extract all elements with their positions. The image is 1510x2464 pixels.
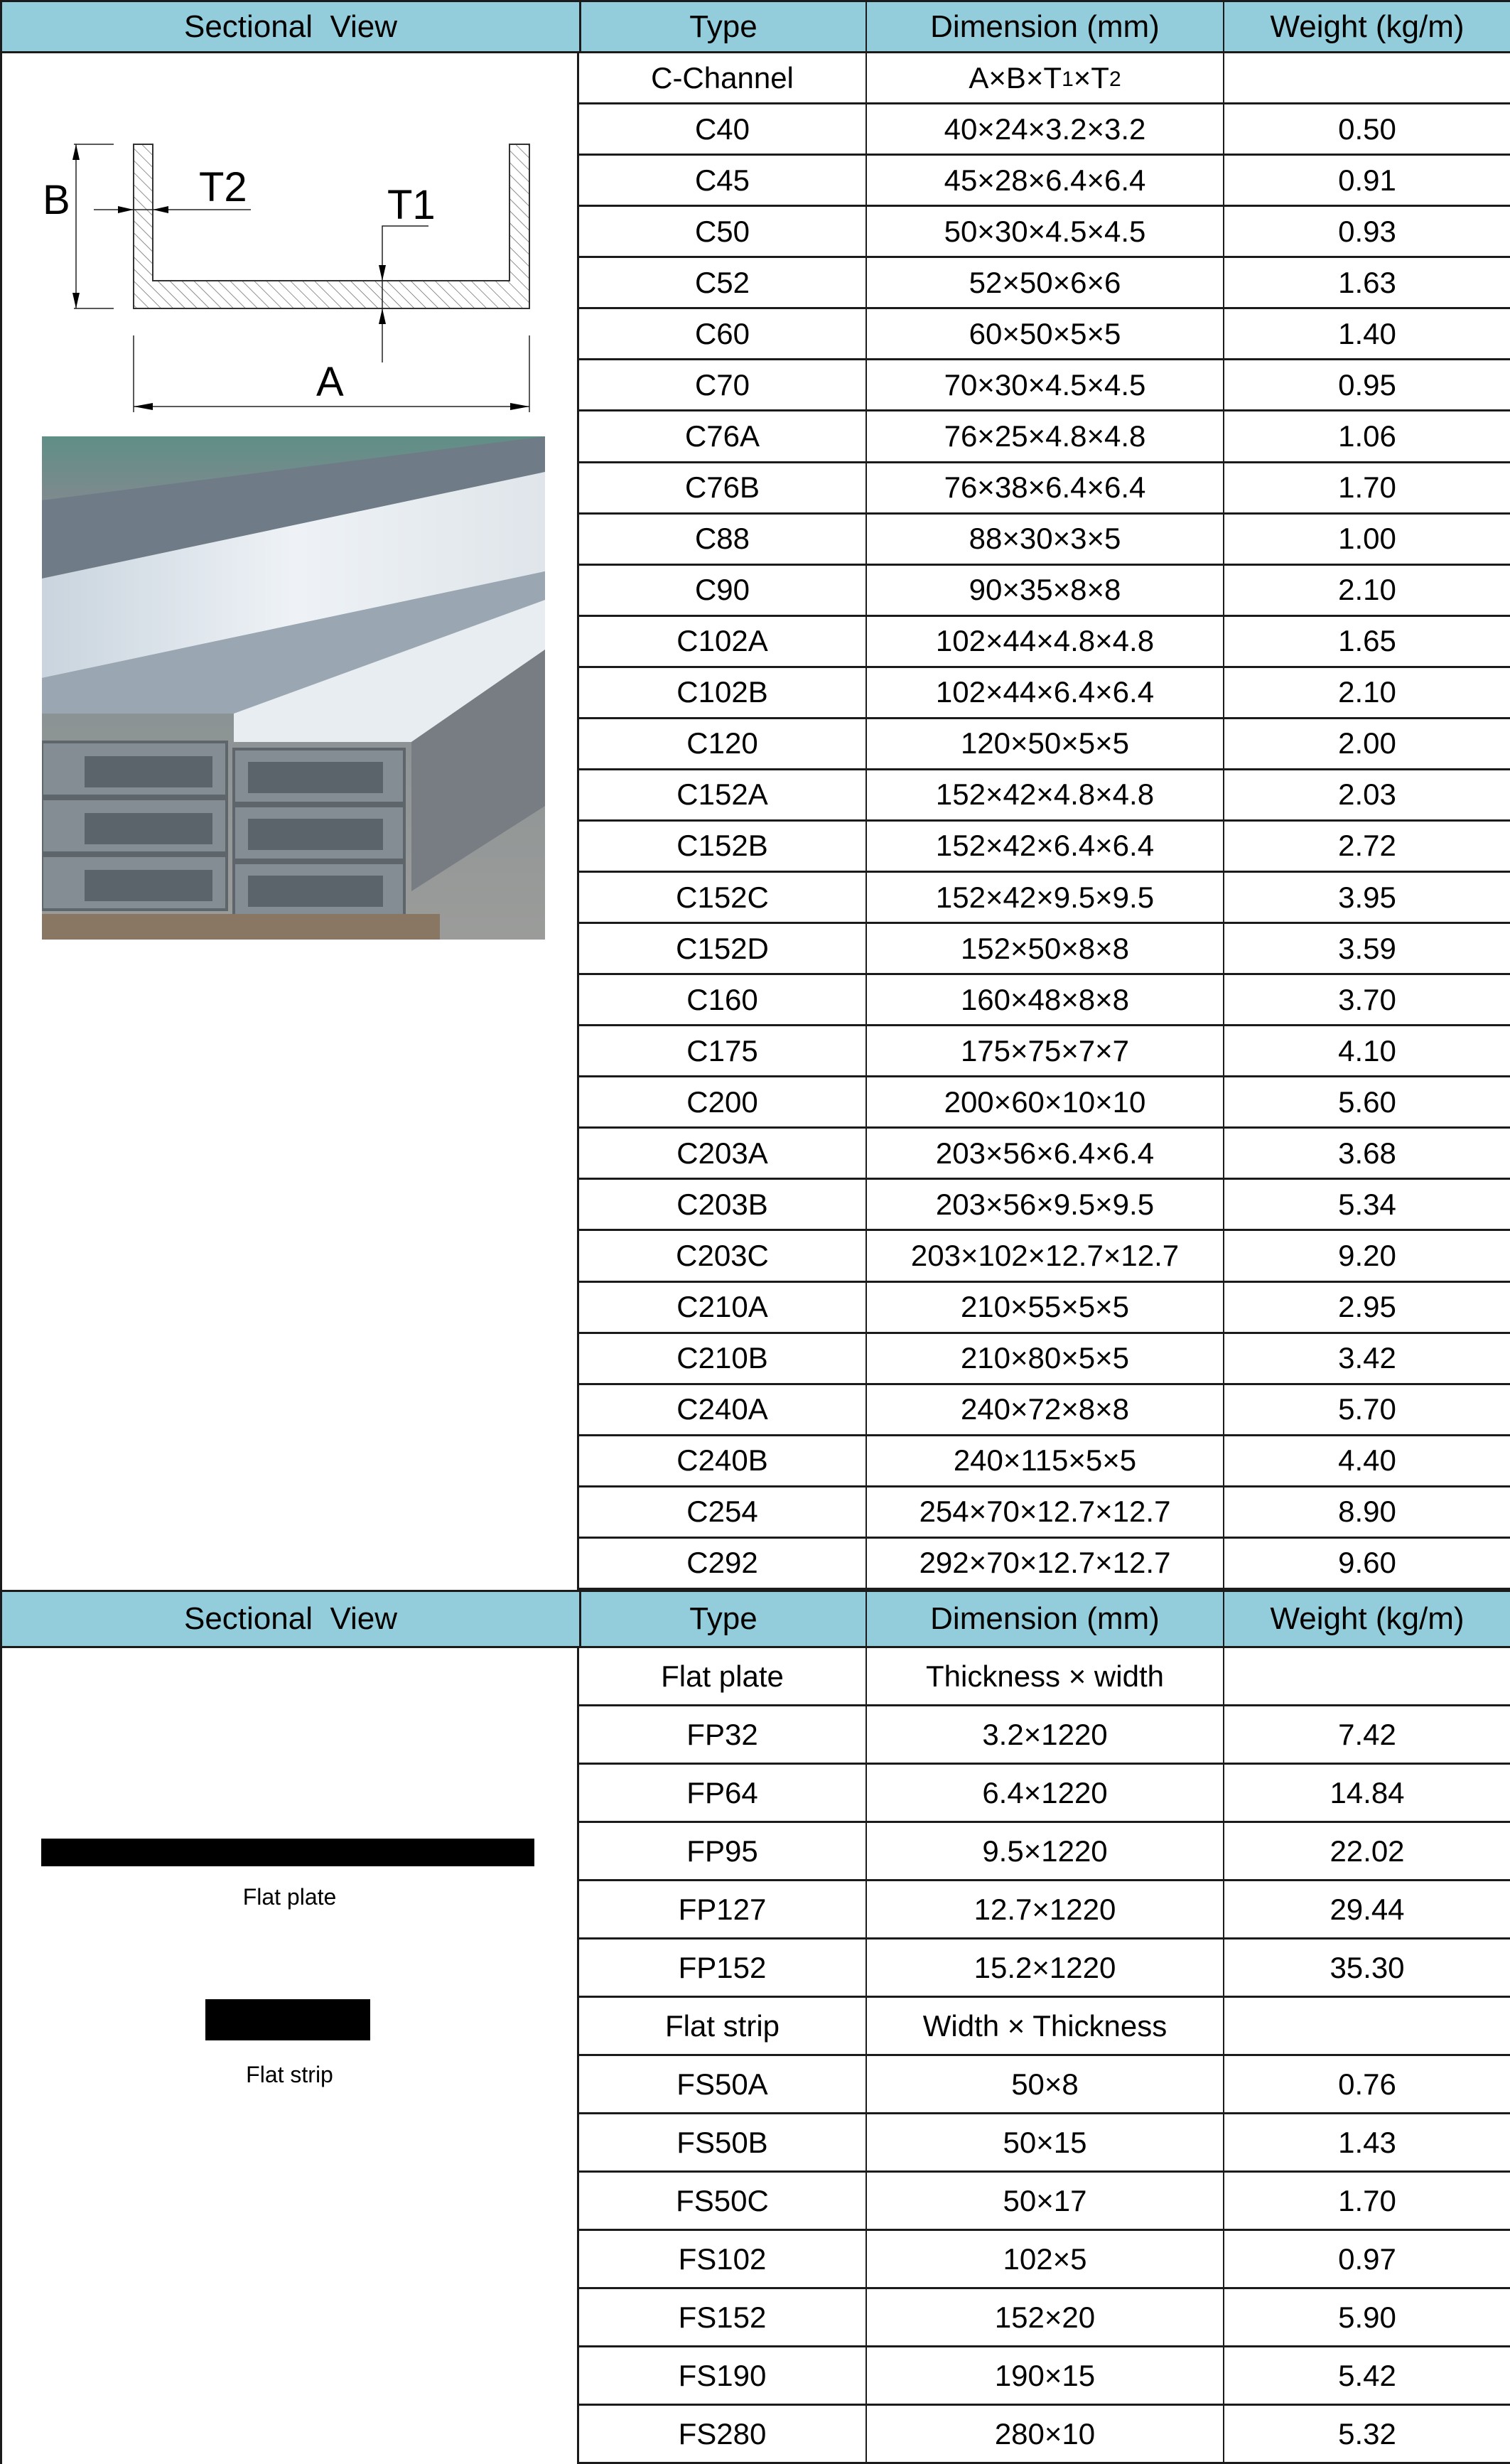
cell-weight: 4.10 bbox=[1223, 1026, 1510, 1075]
cell-dimension: 240×72×8×8 bbox=[865, 1385, 1223, 1434]
cell-type: C40 bbox=[694, 112, 750, 146]
table-row bbox=[579, 1940, 1510, 1998]
cell-dimension: 76×38×6.4×6.4 bbox=[865, 463, 1223, 512]
cell-weight: 3.59 bbox=[1223, 924, 1510, 973]
cell-dimension: 45×28×6.4×6.4 bbox=[865, 156, 1223, 205]
cell-type: C76A bbox=[684, 419, 760, 453]
cell-weight: 3.68 bbox=[1223, 1129, 1510, 1178]
cell-weight: 2.03 bbox=[1223, 770, 1510, 819]
cell-weight: 2.95 bbox=[1223, 1283, 1510, 1332]
cell-type: C254 bbox=[686, 1495, 758, 1529]
table-row bbox=[579, 1026, 1510, 1077]
cell-dimension: 9.5×1220 bbox=[865, 1823, 1223, 1879]
table-row bbox=[579, 975, 1510, 1026]
cell-type: C240B bbox=[676, 1443, 768, 1478]
table-row bbox=[579, 617, 1510, 668]
table-row bbox=[579, 1487, 1510, 1539]
table-row bbox=[579, 207, 1510, 258]
cell-dimension: 152×50×8×8 bbox=[865, 924, 1223, 973]
header-dimension: Dimension (mm) bbox=[865, 2, 1223, 51]
cell-type: C203C bbox=[676, 1238, 769, 1272]
cell-weight: 1.70 bbox=[1223, 2173, 1510, 2229]
cell-dimension: 76×25×4.8×4.8 bbox=[865, 411, 1223, 461]
dim-sub-2: 2 bbox=[1109, 67, 1121, 91]
cell-weight: 5.90 bbox=[1223, 2289, 1510, 2345]
table-row bbox=[579, 1823, 1510, 1881]
cell-weight: 0.95 bbox=[1223, 360, 1510, 409]
cell-weight: 2.10 bbox=[1223, 566, 1510, 615]
cell-dimension: 254×70×12.7×12.7 bbox=[865, 1487, 1223, 1537]
cell-type: C102B bbox=[676, 675, 768, 709]
cell-type: C120 bbox=[686, 726, 758, 760]
cell-dimension: 152×42×4.8×4.8 bbox=[865, 770, 1223, 819]
table-row bbox=[579, 156, 1510, 207]
cell-dimension: 210×80×5×5 bbox=[865, 1334, 1223, 1383]
dim-formula-mid: ×T bbox=[1073, 60, 1109, 95]
label-t2: T2 bbox=[199, 164, 247, 210]
cell-type: C152B bbox=[676, 829, 768, 863]
cell-dimension: 50×15 bbox=[865, 2114, 1223, 2170]
flat-strip-label: Flat strip bbox=[246, 2062, 333, 2087]
cell-dimension: 6.4×1220 bbox=[865, 1765, 1223, 1821]
header-type: Type bbox=[579, 2, 865, 51]
cell-weight: 2.00 bbox=[1223, 719, 1510, 768]
cell-weight: 5.32 bbox=[1223, 2406, 1510, 2462]
table-row bbox=[579, 1539, 1510, 1590]
cell-weight: 29.44 bbox=[1223, 1881, 1510, 1937]
header-weight: Weight (kg/m) bbox=[1223, 2, 1510, 51]
cell-weight bbox=[1223, 1998, 1510, 2054]
cell-dimension: 175×75×7×7 bbox=[865, 1026, 1223, 1075]
cell-dimension: 203×102×12.7×12.7 bbox=[865, 1231, 1223, 1280]
cell-weight: 5.42 bbox=[1223, 2347, 1510, 2404]
cell-type: C88 bbox=[694, 522, 750, 556]
dim-formula-main: A×B×T bbox=[969, 60, 1062, 95]
header-sectional-view: Sectional View bbox=[0, 2, 579, 51]
cell-weight: 0.76 bbox=[1223, 2056, 1510, 2112]
cell-type: C210B bbox=[676, 1341, 768, 1375]
cell-type: FS152 bbox=[678, 2300, 767, 2334]
cell-type: C240A bbox=[676, 1392, 768, 1426]
label-b: B bbox=[43, 177, 70, 223]
cell-dimension: 50×30×4.5×4.5 bbox=[865, 207, 1223, 256]
table-header bbox=[0, 1590, 1510, 1648]
cell-weight: 9.20 bbox=[1223, 1231, 1510, 1280]
cell-type: C203A bbox=[676, 1136, 768, 1170]
cell-weight: 2.10 bbox=[1223, 668, 1510, 717]
cell-dimension: Thickness × width bbox=[865, 1648, 1223, 1704]
cell-dimension: 160×48×8×8 bbox=[865, 975, 1223, 1024]
cell-dimension: 52×50×6×6 bbox=[865, 258, 1223, 307]
cell-weight: 5.60 bbox=[1223, 1077, 1510, 1126]
header-weight: Weight (kg/m) bbox=[1223, 1592, 1510, 1646]
table-row bbox=[579, 2406, 1510, 2464]
cell-dimension: 102×5 bbox=[865, 2231, 1223, 2287]
table-row bbox=[579, 360, 1510, 411]
sectional-view-panel bbox=[0, 53, 579, 1590]
table-row bbox=[579, 2289, 1510, 2347]
cell-type: FS102 bbox=[678, 2242, 767, 2276]
cell-dimension: 50×8 bbox=[865, 2056, 1223, 2112]
cell-weight bbox=[1223, 1648, 1510, 1704]
cell-type: FP95 bbox=[686, 1834, 758, 1868]
cell-dimension: 50×17 bbox=[865, 2173, 1223, 2229]
cell-dimension: 15.2×1220 bbox=[865, 1940, 1223, 1996]
flat-table bbox=[579, 1648, 1510, 2464]
table-row bbox=[579, 1881, 1510, 1940]
cell-dimension: 120×50×5×5 bbox=[865, 719, 1223, 768]
table-row bbox=[579, 1436, 1510, 1487]
cell-weight: 1.00 bbox=[1223, 515, 1510, 564]
cell-weight: 1.65 bbox=[1223, 617, 1510, 666]
table-row bbox=[579, 411, 1510, 463]
table-row bbox=[579, 515, 1510, 566]
cell-dimension: 88×30×3×5 bbox=[865, 515, 1223, 564]
table-row bbox=[579, 822, 1510, 873]
cell-type: C292 bbox=[686, 1546, 758, 1580]
cell-type: FS50B bbox=[676, 2125, 768, 2159]
sectional-view-panel bbox=[0, 1648, 579, 2464]
cell-type: C210A bbox=[676, 1290, 768, 1324]
table-row bbox=[579, 1648, 1510, 1706]
flat-section bbox=[0, 1590, 1510, 2464]
cell-type: FS280 bbox=[678, 2416, 767, 2450]
cell-type: FP152 bbox=[678, 1950, 767, 1984]
table-row bbox=[579, 258, 1510, 309]
cell-type: FP64 bbox=[686, 1775, 758, 1809]
table-row bbox=[579, 1334, 1510, 1385]
table-row bbox=[579, 463, 1510, 515]
table-row bbox=[579, 2056, 1510, 2114]
table-row bbox=[579, 719, 1510, 770]
table-row bbox=[579, 1129, 1510, 1180]
cell-dimension: 210×55×5×5 bbox=[865, 1283, 1223, 1332]
cell-weight: 3.70 bbox=[1223, 975, 1510, 1024]
cell-weight: 5.34 bbox=[1223, 1180, 1510, 1229]
table-row bbox=[579, 668, 1510, 719]
table-row bbox=[579, 2173, 1510, 2231]
cell-weight bbox=[1223, 53, 1510, 102]
cell-weight: 14.84 bbox=[1223, 1765, 1510, 1821]
header-type: Type bbox=[579, 1592, 865, 1646]
cell-type: FP127 bbox=[678, 1892, 767, 1926]
cell-weight: 5.70 bbox=[1223, 1385, 1510, 1434]
label-a: A bbox=[316, 359, 344, 405]
cell-dimension: 12.7×1220 bbox=[865, 1881, 1223, 1937]
table-row bbox=[579, 770, 1510, 822]
cell-type: C152D bbox=[676, 931, 769, 965]
table-row bbox=[579, 104, 1510, 156]
cell-type: C45 bbox=[694, 163, 750, 197]
cell-type: Flat strip bbox=[664, 2008, 780, 2043]
flat-plate-label: Flat plate bbox=[242, 1884, 337, 1910]
cell-weight: 4.40 bbox=[1223, 1436, 1510, 1485]
cell-dimension: 200×60×10×10 bbox=[865, 1077, 1223, 1126]
table-row bbox=[579, 2231, 1510, 2289]
cell-dimension: 152×42×6.4×6.4 bbox=[865, 822, 1223, 871]
cell-type: FS50A bbox=[676, 2067, 768, 2101]
cell-weight: 0.50 bbox=[1223, 104, 1510, 154]
cell-weight: 0.97 bbox=[1223, 2231, 1510, 2287]
table-row bbox=[579, 1283, 1510, 1334]
cell-dimension: 280×10 bbox=[865, 2406, 1223, 2462]
cell-weight: 9.60 bbox=[1223, 1539, 1510, 1588]
cell-dimension bbox=[865, 53, 1223, 102]
cell-dimension: 60×50×5×5 bbox=[865, 309, 1223, 358]
table-row bbox=[579, 309, 1510, 360]
cell-dimension: 40×24×3.2×3.2 bbox=[865, 104, 1223, 154]
cell-weight: 1.40 bbox=[1223, 309, 1510, 358]
cell-dimension: 203×56×9.5×9.5 bbox=[865, 1180, 1223, 1229]
cell-dimension: 90×35×8×8 bbox=[865, 566, 1223, 615]
cell-weight: 0.91 bbox=[1223, 156, 1510, 205]
dim-sub-1: 1 bbox=[1062, 67, 1074, 91]
cell-weight: 35.30 bbox=[1223, 1940, 1510, 1996]
cell-dimension: 292×70×12.7×12.7 bbox=[865, 1539, 1223, 1588]
label-t1: T1 bbox=[387, 182, 436, 228]
cell-dimension: 152×42×9.5×9.5 bbox=[865, 873, 1223, 922]
cell-type: C200 bbox=[686, 1085, 758, 1119]
cell-type: FS190 bbox=[678, 2358, 767, 2392]
cell-weight: 7.42 bbox=[1223, 1706, 1510, 1763]
header-sectional-view: Sectional View bbox=[0, 1592, 579, 1646]
cell-type: C-Channel bbox=[651, 60, 794, 95]
cell-type: C50 bbox=[694, 214, 750, 248]
cell-weight: 1.43 bbox=[1223, 2114, 1510, 2170]
cell-weight: 1.06 bbox=[1223, 411, 1510, 461]
cell-weight: 3.95 bbox=[1223, 873, 1510, 922]
cell-type: FP32 bbox=[686, 1717, 758, 1751]
cell-type: C152A bbox=[676, 778, 768, 812]
cell-weight: 3.42 bbox=[1223, 1334, 1510, 1383]
cell-type: C52 bbox=[694, 265, 750, 299]
cell-dimension: 102×44×4.8×4.8 bbox=[865, 617, 1223, 666]
cell-weight: 0.93 bbox=[1223, 207, 1510, 256]
cell-dimension: 203×56×6.4×6.4 bbox=[865, 1129, 1223, 1178]
cell-type: C76B bbox=[684, 470, 760, 505]
cell-weight: 1.63 bbox=[1223, 258, 1510, 307]
c-channel-section-drawing bbox=[2, 53, 579, 423]
cell-weight: 2.72 bbox=[1223, 822, 1510, 871]
cell-dimension: 70×30×4.5×4.5 bbox=[865, 360, 1223, 409]
cell-dimension: 240×115×5×5 bbox=[865, 1436, 1223, 1485]
cell-dimension: 102×44×6.4×6.4 bbox=[865, 668, 1223, 717]
c-channel-table bbox=[579, 53, 1510, 1590]
cell-weight: 22.02 bbox=[1223, 1823, 1510, 1879]
cell-type: C160 bbox=[686, 982, 758, 1016]
table-row bbox=[579, 1231, 1510, 1282]
cell-type: C60 bbox=[694, 316, 750, 350]
cell-type: C152C bbox=[676, 880, 769, 914]
cell-dimension: 3.2×1220 bbox=[865, 1706, 1223, 1763]
cell-weight: 8.90 bbox=[1223, 1487, 1510, 1537]
cell-type: C175 bbox=[686, 1033, 758, 1067]
flat-plate-profile-icon bbox=[41, 1839, 534, 1866]
table-row bbox=[579, 1077, 1510, 1129]
table-row bbox=[579, 1385, 1510, 1436]
table-row bbox=[579, 1706, 1510, 1765]
table-row-category bbox=[579, 53, 1510, 104]
cell-type: FS50C bbox=[676, 2183, 769, 2217]
table-row bbox=[579, 873, 1510, 924]
table-row bbox=[579, 2114, 1510, 2173]
cell-dimension: 152×20 bbox=[865, 2289, 1223, 2345]
flat-strip-profile-icon bbox=[205, 1999, 370, 2040]
table-row bbox=[579, 1765, 1510, 1823]
cell-weight: 1.70 bbox=[1223, 463, 1510, 512]
cell-type: C203B bbox=[676, 1187, 768, 1221]
c-channel-product-photo bbox=[42, 436, 545, 940]
table-row bbox=[579, 1180, 1510, 1231]
channel-profile-icon bbox=[134, 144, 529, 308]
cell-dimension: 190×15 bbox=[865, 2347, 1223, 2404]
table-header bbox=[0, 0, 1510, 53]
table-row bbox=[579, 2347, 1510, 2406]
cell-type: C70 bbox=[694, 367, 750, 402]
cell-type: C102A bbox=[676, 624, 768, 658]
header-dimension: Dimension (mm) bbox=[865, 1592, 1223, 1646]
cell-type: Flat plate bbox=[661, 1659, 784, 1693]
table-row bbox=[579, 924, 1510, 975]
table-row bbox=[579, 566, 1510, 617]
cell-type: C90 bbox=[694, 573, 750, 607]
cell-dimension: Width × Thickness bbox=[865, 1998, 1223, 2054]
table-row bbox=[579, 1998, 1510, 2056]
